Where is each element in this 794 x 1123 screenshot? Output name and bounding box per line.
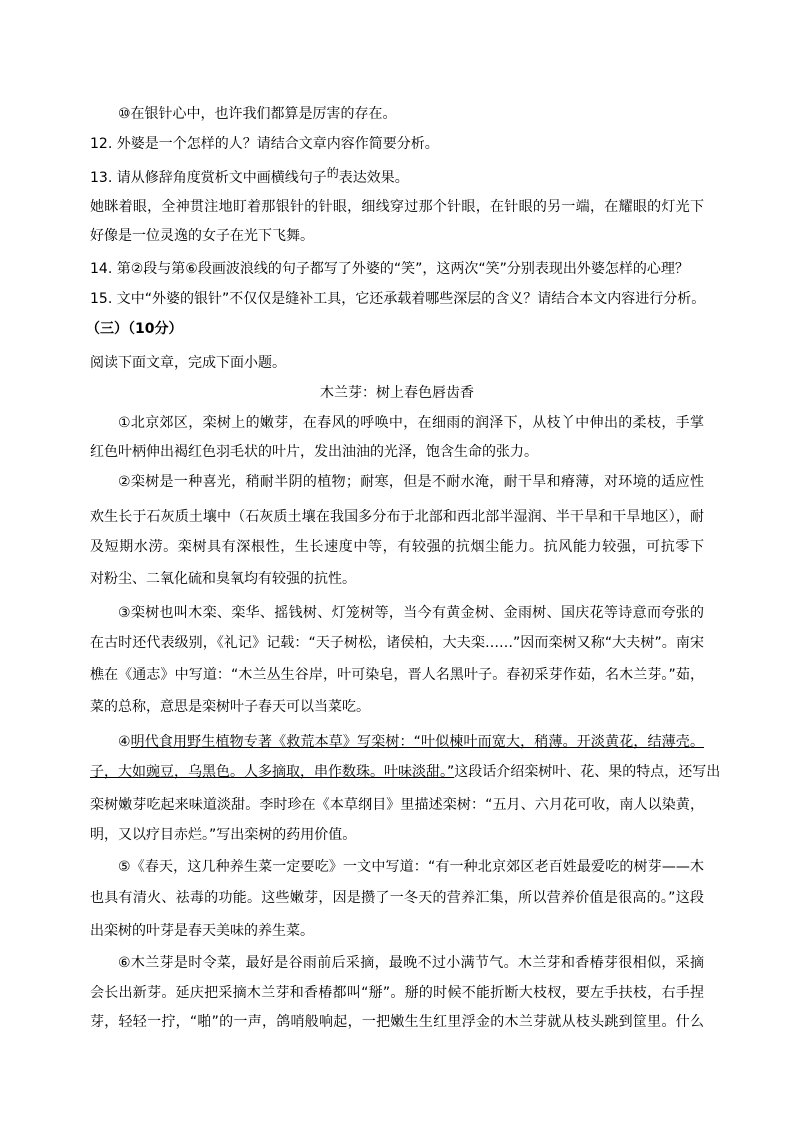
underlined-sentence: 明代食用野生植物专著《救荒本草》写栾树：“叶似楝叶而宽大，稍薄。开淡黄花，结薄壳。 xyxy=(130,734,704,750)
quoted-sentence-line: 好像是一位灵逸的女子在光下飞舞。 xyxy=(90,228,314,244)
article-line: ⑥木兰芽是时令菜，最好是谷雨前后采摘，最晚不过小满节气。木兰芽和香椿芽很相似，采摘 xyxy=(118,955,704,971)
question-13-superscript: 的 xyxy=(326,166,339,180)
article-title: 木兰芽：树上春色唇齿香 xyxy=(320,385,474,401)
section-heading: （三）（10分） xyxy=(86,321,183,337)
question-12: 12. 外婆是一个怎样的人？请结合文章内容作简要分析。 xyxy=(90,136,439,152)
article-line: 在古时还代表级别，《礼记》记载：“天子树松，诸侯柏，大夫栾……”因而栾树又称“大夫树”。南宋 xyxy=(90,635,704,651)
article-line: 栾树嫩芽吃起来味道淡甜。李时珍在《本草纲目》里描述栾树：“五月、六月花可收，南人以染黄， xyxy=(90,797,704,813)
article-text: 这段话介绍栾树叶、花、果的特点，还写出 xyxy=(454,764,721,780)
underlined-sentence: 子，大如豌豆，乌黑色。人多摘取，串作数珠。叶味淡甜。” xyxy=(90,764,455,780)
question-13-text: 13. 请从修辞角度赏析文中画横线句子 xyxy=(90,170,327,186)
article-line: 菜的总称，意思是栾树叶子春天可以当菜吃。 xyxy=(90,699,370,715)
article-line: ①北京郊区，栾树上的嫩芽，在春风的呼唤中，在细雨的润泽下，从枝丫中伸出的柔枝，手掌 xyxy=(118,415,704,431)
article-line: 樵在《通志》中写道：“木兰丛生谷岸，叶可染皂，晋人名黑叶子。春初采芽作茹，名木兰芽。”茹， xyxy=(90,667,704,683)
question-13-text-end: 表达效果。 xyxy=(338,170,409,186)
article-line: ②栾树是一种喜光，稍耐半阴的植物；耐寒，但是不耐水淹，耐干旱和瘠薄，对环境的适应性 xyxy=(118,474,704,490)
article-line: 会长出新芽。延庆把采摘木兰芽和香椿都叫“掰”。掰的时候不能折断大枝杈，要左手扶枝，右手捏 xyxy=(90,985,704,1001)
article-line: 也具有清火、祛毒的功能。这些嫩芽，因是攒了一冬天的营养汇集，所以营养价值是很高的。”这段 xyxy=(90,890,704,906)
article-line: 芽，轻轻一拧，“啪”的一声，鸽哨般响起，一把嫩生生红里浮金的木兰芽就从枝头跳到筐里。什么 xyxy=(90,1014,704,1030)
article-line: 及短期水涝。栾树具有深根性，生长速度中等，有较强的抗烟尘能力。抗风能力较强，可抗零下 xyxy=(90,539,704,555)
article-line: 明，又以疗目赤烂。”写出栾树的药用价值。 xyxy=(90,827,357,843)
question-15: 15. 文中“外婆的银针”不仅仅是缝补工具，它还承载着哪些深层的含义？请结合本文内容进行分析。 xyxy=(90,291,706,307)
article-line: 红色叶柄伸出褐红色羽毛状的叶片，发出油油的光泽，饱含生命的张力。 xyxy=(90,444,538,460)
instruction: 阅读下面文章，完成下面小题。 xyxy=(90,355,286,371)
paragraph-number: ④ xyxy=(118,734,131,750)
article-line: 对粉尘、二氧化硫和臭氧均有较强的抗性。 xyxy=(90,571,356,587)
article-line: 欢生长于石灰质土壤中（石灰质土壤在我国多分布于北部和西北部半湿润、半干旱和干旱地区），耐 xyxy=(90,509,704,525)
article-line: ③栾树也叫木栾、栾华、摇钱树、灯笼树等，当今有黄金树、金雨树、国庆花等诗意而夸张的 xyxy=(118,605,704,621)
question-14: 14. 第②段与第⑥段画波浪线的句子都写了外婆的“笑”，这两次“笑”分别表现出外婆怎样的心理？ xyxy=(90,261,689,277)
article-line xyxy=(90,732,704,752)
article-line: ⑤《春天，这几种养生菜一定要吃》一文中写道：“有一种北京郊区老百姓最爱吃的树芽——木 xyxy=(118,859,704,875)
article-line: 出栾树的叶芽是春天美味的养生菜。 xyxy=(90,923,314,939)
paragraph-10: ⑩在银针心中，也许我们都算是厉害的存在。 xyxy=(118,106,397,122)
article-line xyxy=(90,762,721,782)
quoted-sentence-line: 她眯着眼，全神贯注地盯着那银针的针眼，细线穿过那个针眼，在针眼的另一端，在耀眼的灯光下 xyxy=(90,199,704,215)
question-13 xyxy=(90,168,704,188)
